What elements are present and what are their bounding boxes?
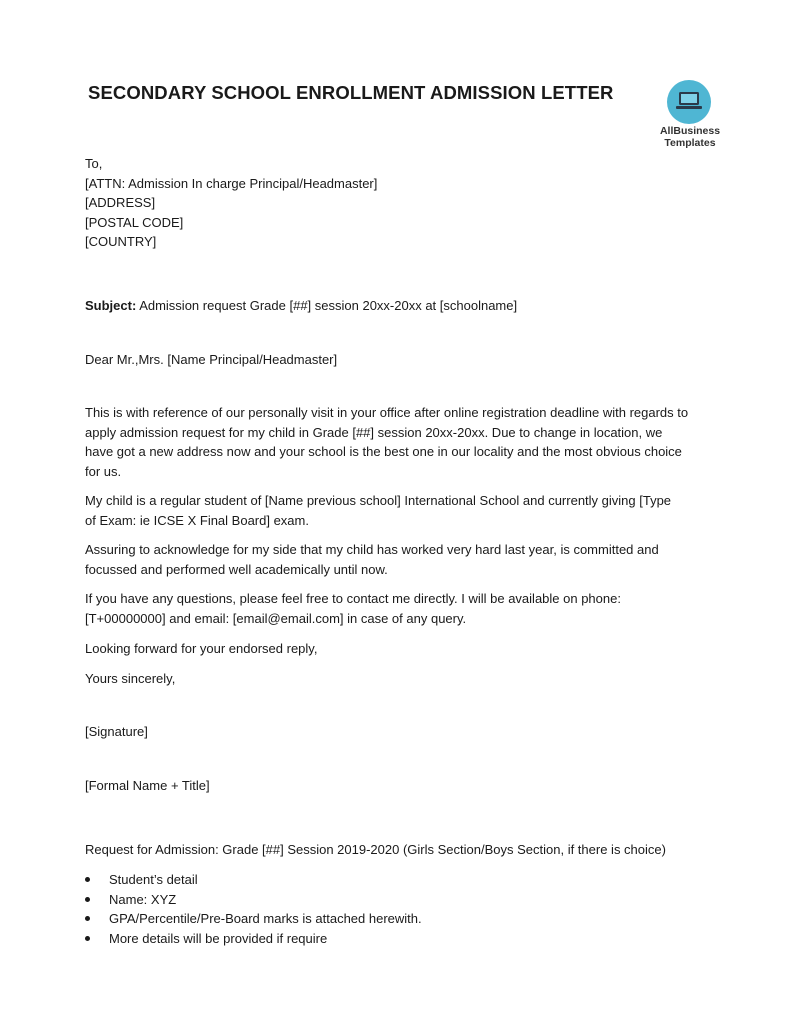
request-line: [85, 840, 705, 860]
document-title: SECONDARY SCHOOL ENROLLMENT ADMISSION LETTER: [88, 82, 614, 103]
address-postal: [POSTAL CODE]: [85, 214, 184, 230]
list-item: Name: XYZ: [85, 890, 422, 910]
bullet-icon: [85, 877, 90, 882]
details-list: [85, 870, 422, 948]
list-item: More details will be provided if require: [85, 929, 422, 949]
bullet-icon: [85, 936, 90, 941]
salutation: [85, 350, 695, 370]
list-item: Student’s detail: [85, 870, 422, 890]
list-item: GPA/Percentile/Pre-Board marks is attached herewith.: [85, 909, 422, 929]
bullet-icon: [85, 897, 90, 902]
paragraph-text: Assuring to acknowledge for my side that my child has worked very hard last year, is committed and focussed and performed well academically until now.: [85, 542, 659, 577]
paragraph-1: [85, 403, 689, 481]
paragraph-3: [85, 540, 685, 579]
signature-text: [Signature]: [85, 724, 148, 739]
paragraph-text: If you have any questions, please feel free to contact me directly. I will be available on phone: [T+00000000] and email: [email@email.com] in case of any query.: [85, 591, 621, 626]
logo-text: [652, 125, 728, 149]
paragraph-text: This is with reference of our personally visit in your office after online registration deadline with regards to apply admission request for my child in Grade [##] session 20xx-20xx. Due to change in location, we have got a new address now and your school is the best one in our locality and the most obvious choice for us.: [85, 405, 689, 479]
paragraph-text: Looking forward for your endorsed reply,: [85, 641, 318, 656]
paragraph-5: [85, 639, 695, 659]
formal-name-text: [Formal Name + Title]: [85, 778, 210, 793]
salutation-text: Dear Mr.,Mrs. [Name Principal/Headmaster]: [85, 352, 338, 367]
signature: [85, 722, 695, 742]
paragraph-4: [85, 589, 650, 628]
allbusiness-logo: [652, 78, 728, 152]
closing: [85, 669, 695, 689]
bullet-icon: [85, 916, 90, 921]
address-country: [COUNTRY]: [85, 234, 157, 249]
subject-line: [85, 296, 695, 316]
logo-line-2: Templates: [664, 137, 716, 149]
laptop-icon: [676, 91, 702, 111]
subject-label: Subject:: [85, 298, 137, 313]
paragraph-text: My child is a regular student of [Name previous school] International School and currently giving [Type of Exam: ie ICSE X Final Board] exam.: [85, 493, 672, 528]
paragraph-2: [85, 491, 675, 530]
formal-name: [85, 776, 695, 796]
recipient-address: [85, 154, 695, 252]
address-attn: [ATTN: Admission In charge Principal/Headmaster]: [85, 175, 378, 191]
logo-circle: [667, 80, 711, 124]
address-to: To,: [85, 156, 103, 171]
subject-text: Admission request Grade [##] session 20xx-20xx at [schoolname]: [136, 298, 518, 313]
address-line: [ADDRESS]: [85, 195, 156, 210]
logo-line-1: AllBusiness: [659, 125, 721, 137]
closing-text: Yours sincerely,: [85, 671, 176, 686]
request-line-text: Request for Admission: Grade [##] Session 2019-2020 (Girls Section/Boys Section, if there is choice): [85, 842, 666, 857]
